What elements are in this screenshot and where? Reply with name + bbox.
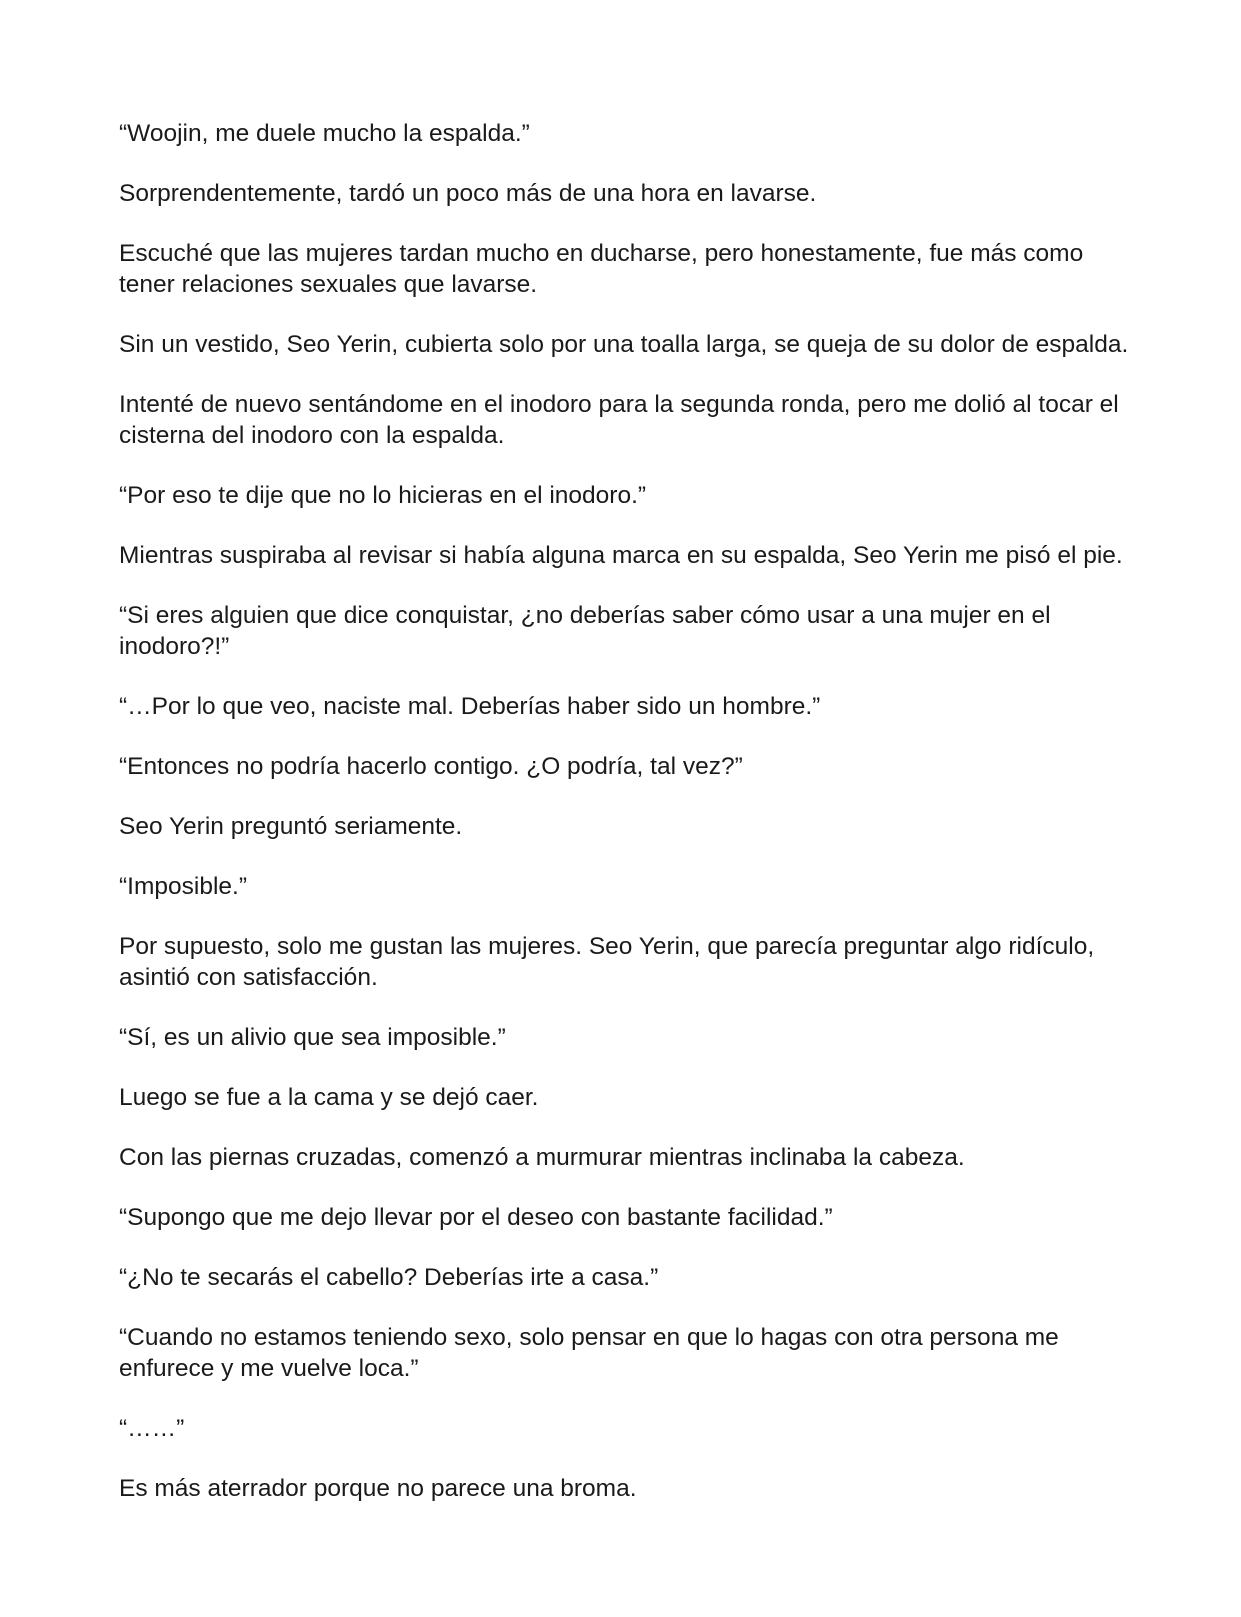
paragraph-1: “Woojin, me duele mucho la espalda.”	[119, 120, 530, 147]
paragraph-10: “Entonces no podría hacerlo contigo. ¿O podría, tal vez?”	[119, 753, 743, 780]
paragraph-19: “Cuando no estamos teniendo sexo, solo pensar en que lo hagas con otra persona me enfurece y me vuelve loca.”	[119, 1324, 1059, 1382]
paragraph-3: Escuché que las mujeres tardan mucho en ducharse, pero honestamente, fue más como tener relaciones sexuales que lavarse.	[119, 240, 1084, 298]
paragraph-5: Intenté de nuevo sentándome en el inodoro para la segunda ronda, pero me dolió al tocar el cisterna del inodoro con la espalda.	[119, 391, 1119, 449]
paragraph-15: Luego se fue a la cama y se dejó caer.	[119, 1084, 539, 1111]
paragraph-8: “Si eres alguien que dice conquistar, ¿no deberías saber cómo usar a una mujer en el inodoro?!”	[119, 602, 1051, 660]
paragraph-6: “Por eso te dije que no lo hicieras en el inodoro.”	[119, 482, 647, 509]
paragraph-7: Mientras suspiraba al revisar si había alguna marca en su espalda, Seo Yerin me pisó el pie.	[119, 542, 1123, 569]
paragraph-4: Sin un vestido, Seo Yerin, cubierta solo por una toalla larga, se queja de su dolor de espalda.	[119, 331, 1129, 358]
paragraph-12: “Imposible.”	[119, 873, 247, 900]
paragraph-21: Es más aterrador porque no parece una broma.	[119, 1475, 637, 1502]
paragraph-13: Por supuesto, solo me gustan las mujeres. Seo Yerin, que parecía preguntar algo ridículo, asintió con satisfacción.	[119, 933, 1095, 991]
paragraph-14: “Sí, es un alivio que sea imposible.”	[119, 1024, 506, 1051]
paragraph-17: “Supongo que me dejo llevar por el deseo con bastante facilidad.”	[119, 1204, 833, 1231]
paragraph-16: Con las piernas cruzadas, comenzó a murmurar mientras inclinaba la cabeza.	[119, 1144, 965, 1171]
paragraph-20: “……”	[119, 1415, 185, 1442]
paragraph-9: “…Por lo que veo, naciste mal. Deberías haber sido un hombre.”	[119, 693, 821, 720]
paragraph-11: Seo Yerin preguntó seriamente.	[119, 813, 463, 840]
paragraph-18: “¿No te secarás el cabello? Deberías irte a casa.”	[119, 1264, 659, 1291]
document-body	[119, 118, 1129, 1504]
paragraph-2: Sorprendentemente, tardó un poco más de una hora en lavarse.	[119, 180, 817, 207]
